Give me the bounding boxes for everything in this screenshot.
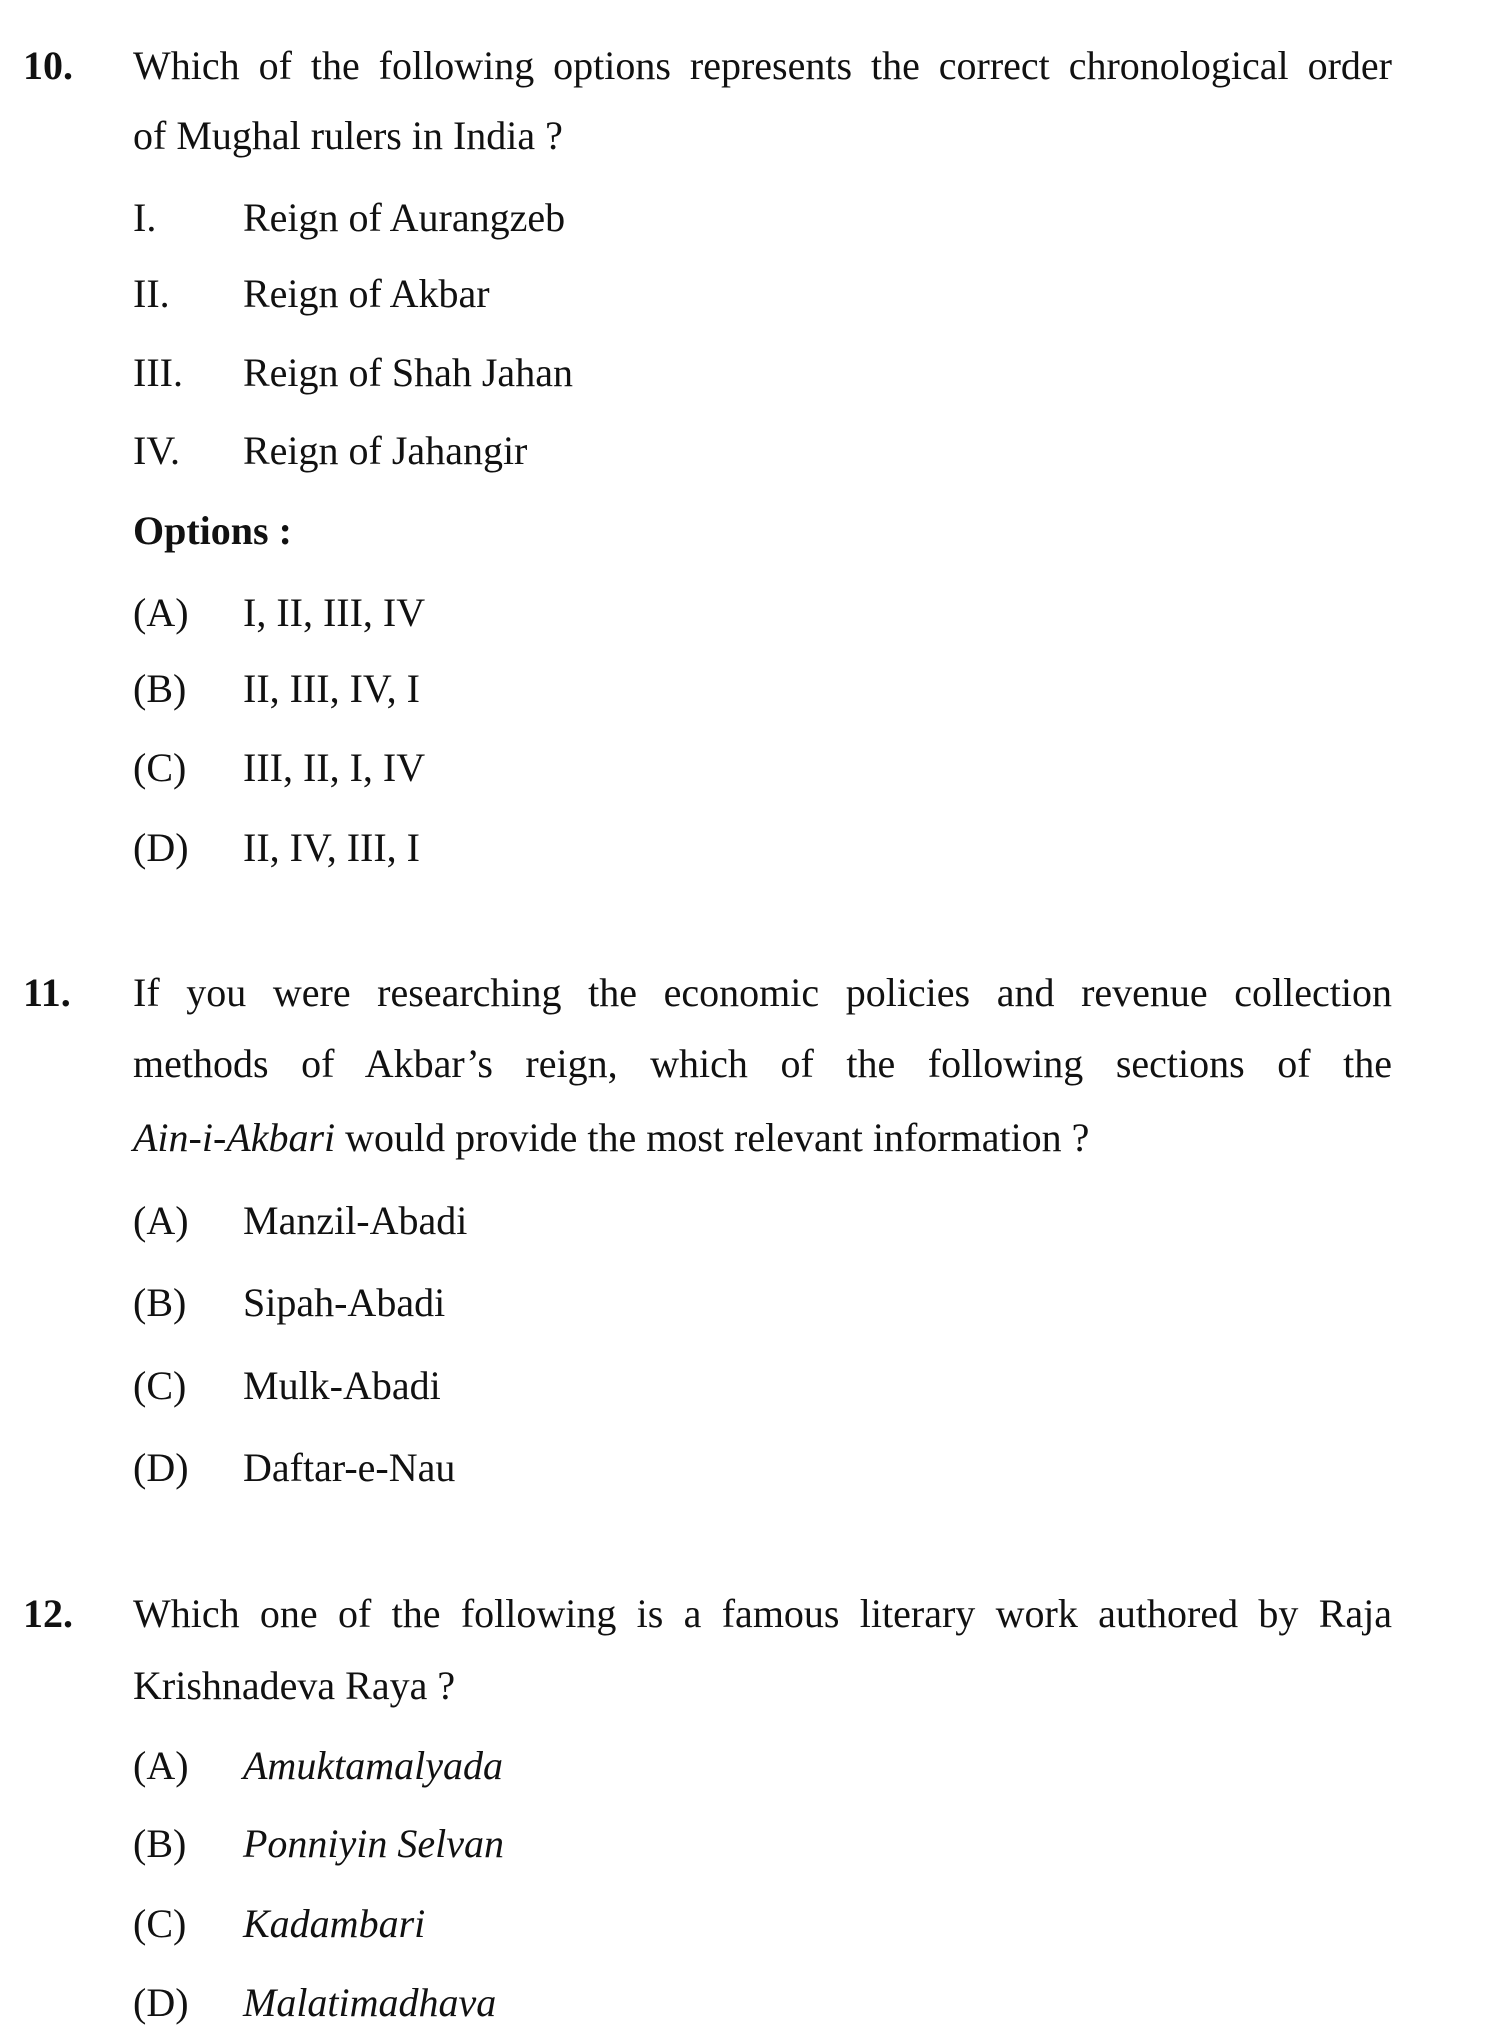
- question-text-line-2: of Mughal rulers in India ?: [133, 113, 563, 158]
- book-title: Ain-i-Akbari: [133, 1115, 336, 1160]
- option-label: (D): [133, 1445, 189, 1490]
- option-text: Manzil-Abadi: [243, 1198, 468, 1243]
- option-text: Amuktamalyada: [243, 1743, 503, 1788]
- statement-label: I.: [133, 195, 157, 240]
- option-label: (B): [133, 1821, 187, 1866]
- question-text-line-2: Krishnadeva Raya ?: [133, 1663, 456, 1708]
- statement-text: Reign of Jahangir: [243, 428, 528, 473]
- option-text: Malatimadhava: [243, 1980, 497, 2025]
- option-text: I, II, III, IV: [243, 590, 426, 635]
- option-text: Sipah-Abadi: [243, 1280, 446, 1325]
- option-text: II, III, IV, I: [243, 666, 420, 711]
- question-text-rest: would provide the most relevant information ?: [335, 1115, 1090, 1160]
- option-label: (A): [133, 1198, 189, 1243]
- option-label: (D): [133, 825, 189, 870]
- option-label: (D): [133, 1980, 189, 2025]
- question-text-line-3: [133, 1115, 1392, 1160]
- statement-text: Reign of Aurangzeb: [243, 195, 566, 240]
- option-text: Ponniyin Selvan: [243, 1821, 505, 1866]
- question-text-line-2: methods of Akbar’s reign, which of the following sections of the: [133, 1041, 1392, 1086]
- statement-label: III.: [133, 350, 183, 395]
- question-number: 12.: [23, 1591, 73, 1636]
- question-text-line-1: If you were researching the economic policies and revenue collection: [133, 970, 1392, 1015]
- question-text-line-1: Which of the following options represents the correct chronological order: [133, 43, 1392, 88]
- statement-text: Reign of Akbar: [243, 271, 490, 316]
- option-text: Kadambari: [243, 1901, 426, 1946]
- option-label: (C): [133, 1901, 187, 1946]
- option-label: (C): [133, 745, 187, 790]
- statement-label: IV.: [133, 428, 181, 473]
- option-label: (A): [133, 1743, 189, 1788]
- option-label: (C): [133, 1363, 187, 1408]
- option-label: (A): [133, 590, 189, 635]
- statement-label: II.: [133, 271, 170, 316]
- question-number: 10.: [23, 43, 73, 88]
- option-text: II, IV, III, I: [243, 825, 420, 870]
- question-text-line-1: Which one of the following is a famous literary work authored by Raja: [133, 1591, 1392, 1636]
- question-number: 11.: [23, 970, 71, 1015]
- option-label: (B): [133, 1280, 187, 1325]
- option-text: Daftar-e-Nau: [243, 1445, 456, 1490]
- option-text: Mulk-Abadi: [243, 1363, 441, 1408]
- statement-text: Reign of Shah Jahan: [243, 350, 573, 395]
- options-heading: Options :: [133, 508, 292, 553]
- option-label: (B): [133, 666, 187, 711]
- option-text: III, II, I, IV: [243, 745, 426, 790]
